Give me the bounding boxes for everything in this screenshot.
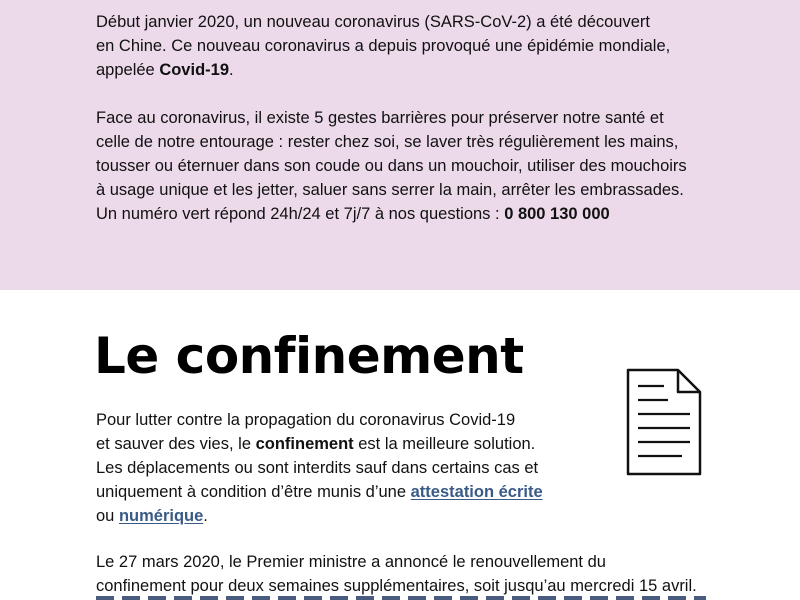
- intro-line: en Chine. Ce nouveau coronavirus a depuis provoqué une épidémie mondiale,: [96, 37, 671, 55]
- digital-attestation-link[interactable]: numérique: [118, 507, 204, 525]
- intro-panel: [0, 0, 800, 290]
- text-fragment: Un numéro vert répond 24h/24 et 7j/7 à nos questions :: [96, 205, 505, 223]
- text-fragment: est la meilleure solution.: [353, 435, 536, 453]
- text-fragment: uniquement à condition d’être munis d’une: [96, 483, 411, 501]
- body-line: [96, 432, 543, 456]
- document-icon: [624, 366, 704, 478]
- written-attestation-link[interactable]: attestation écrite: [410, 483, 543, 501]
- intro-line: celle de notre entourage : rester chez soi, se laver très régulièrement les mains,: [96, 133, 679, 151]
- body-line: [96, 480, 543, 504]
- intro-paragraph-1: [96, 10, 736, 82]
- hotline-number: 0 800 130 000: [504, 205, 610, 223]
- body-line: [96, 504, 543, 528]
- intro-paragraph-2: [96, 106, 736, 226]
- text-fragment: .: [229, 61, 234, 79]
- text-fragment: et sauver des vies, le: [96, 435, 256, 453]
- confinement-highlight: confinement: [255, 435, 354, 453]
- intro-line: Début janvier 2020, un nouveau coronavirus (SARS-CoV-2) a été découvert: [96, 13, 650, 31]
- announcement-paragraph: [96, 550, 697, 598]
- text-fragment: ou: [96, 507, 119, 525]
- body-line: Les déplacements ou sont interdits sauf dans certains cas et: [96, 459, 539, 477]
- section-title: Le confinement: [94, 327, 524, 385]
- confinement-paragraph: [96, 408, 543, 528]
- intro-line: tousser ou éternuer dans son coude ou dans un mouchoir, utiliser des mouchoirs: [96, 157, 687, 175]
- text-fragment: .: [203, 507, 208, 525]
- text-fragment: appelée: [96, 61, 160, 79]
- intro-line: Face au coronavirus, il existe 5 gestes barrières pour préserver notre santé et: [96, 109, 664, 127]
- intro-line: à usage unique et les jetter, saluer sans serrer la main, arrêter les embrassades.: [96, 181, 684, 199]
- covid-19-highlight: Covid-19: [159, 61, 229, 79]
- intro-line: [96, 202, 736, 226]
- body-line: confinement pour deux semaines supplémentaires, soit jusqu’au mercredi 15 avril.: [96, 577, 697, 595]
- intro-line: [96, 58, 736, 82]
- truncated-text-line: [96, 596, 706, 600]
- body-line: Le 27 mars 2020, le Premier ministre a annoncé le renouvellement du: [96, 553, 606, 571]
- body-line: Pour lutter contre la propagation du coronavirus Covid-19: [96, 411, 516, 429]
